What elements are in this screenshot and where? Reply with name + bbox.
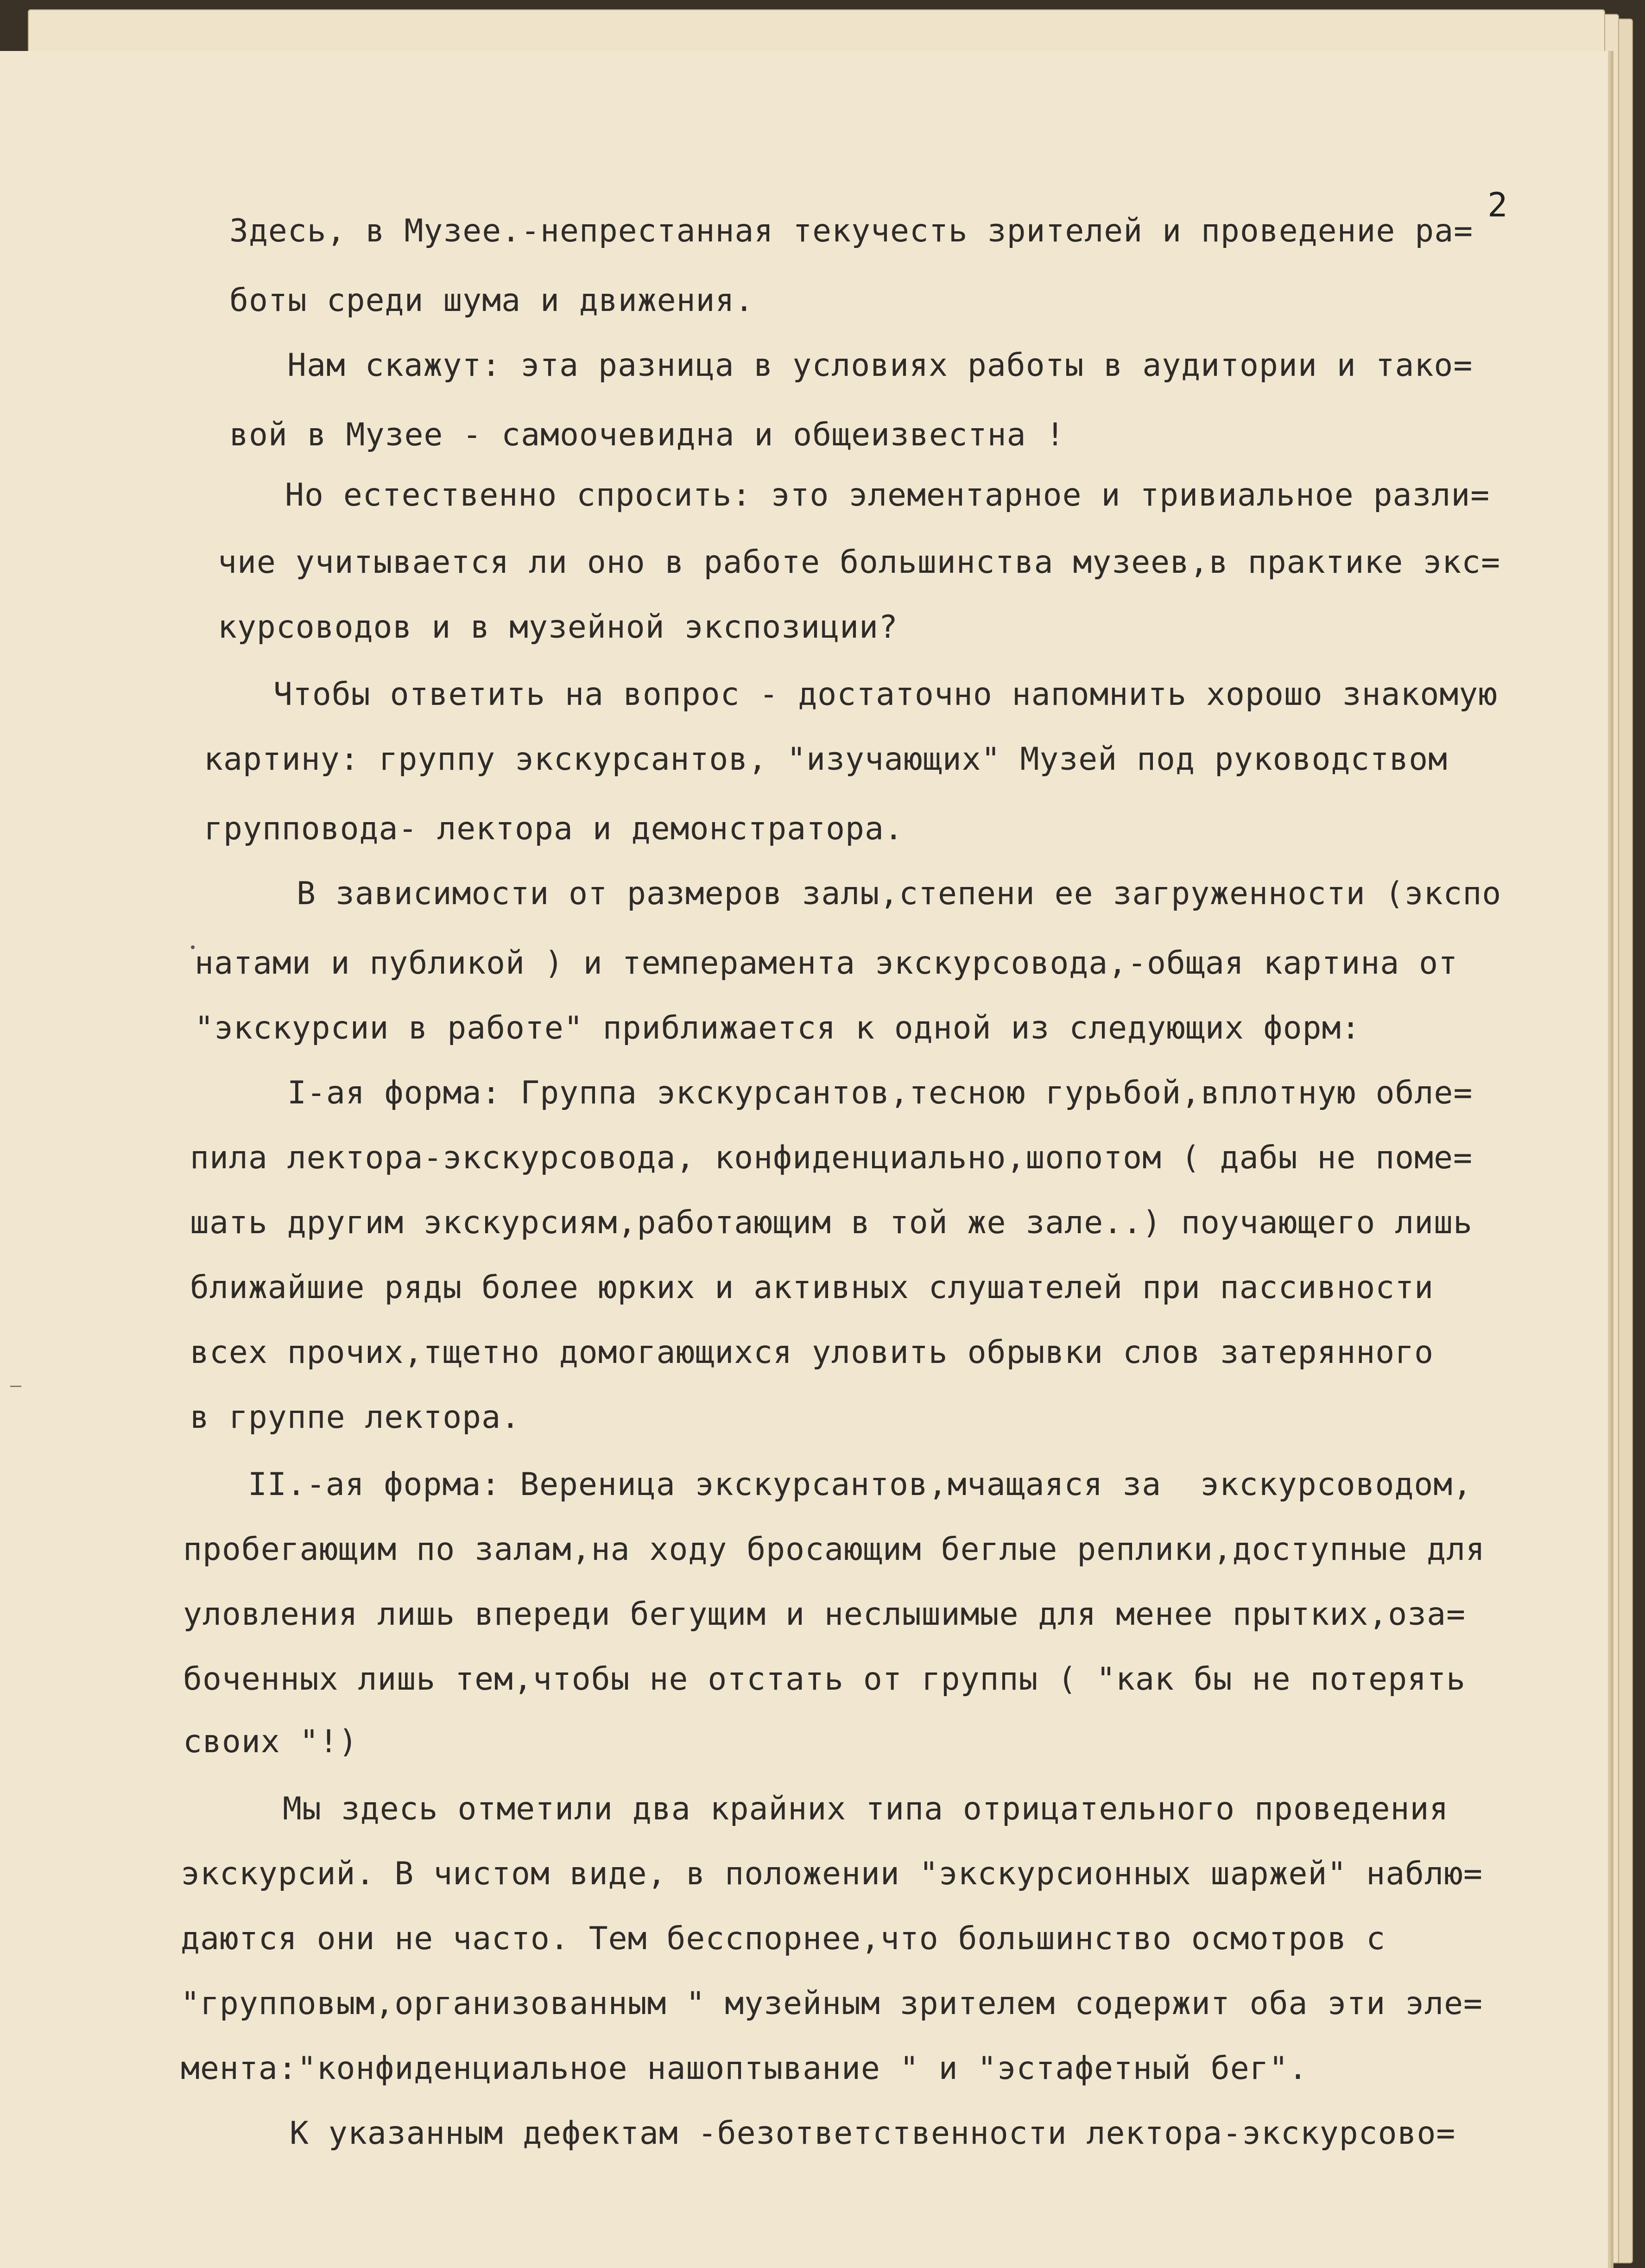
text-line: Мы здесь отметили два крайних типа отрицательного проведения — [283, 1791, 1449, 1827]
text-line: картину: группу экскурсантов, "изучающих" Музей под руководством — [204, 741, 1448, 778]
text-line: I-ая форма: Группа экскурсантов,тесною гурьбой,вплотную обле= — [287, 1075, 1473, 1111]
text-line: чие учитывается ли оно в работе большинства музеев,в практике экс= — [218, 544, 1501, 581]
text-line: вой в Музее - самоочевидна и общеизвестна ! — [229, 417, 1065, 453]
text-line: уловления лишь впереди бегущим и неслышимые для менее прытких,оза= — [183, 1596, 1466, 1633]
text-line: Здесь, в Музее.-непрестанная текучесть зрителей и проведение ра= — [229, 213, 1474, 249]
text-line: Нам скажут: эта разница в условиях работы в аудитории и тако= — [287, 347, 1473, 384]
text-line: всех прочих,тщетно домогающихся уловить обрывки слов затерянного — [190, 1334, 1434, 1371]
text-line: "экскурсии в работе" приближается к одной из следующих форм: — [195, 1010, 1361, 1046]
text-line: шать другим экскурсиям,работающим в той же зале..) поучающего лишь — [190, 1204, 1473, 1241]
text-line: своих "!) — [183, 1723, 358, 1760]
text-line: курсоводов и в музейной экспозиции? — [218, 609, 898, 646]
text-line: боты среди шума и движения. — [229, 282, 754, 319]
text-line: натами и публикой ) и темперамента экскурсовода,-общая картина от — [195, 945, 1458, 982]
text-line: боченных лишь тем,чтобы не отстать от группы ( "как бы не потерять — [183, 1661, 1466, 1698]
text-line: пила лектора-экскурсовода, конфиденциально,шопотом ( дабы не поме= — [190, 1140, 1473, 1176]
text-line: ближайшие ряды более юрких и активных слушателей при пассивности — [190, 1269, 1434, 1306]
text-line: даются они не часто. Тем бесспорнее,что большинство осмотров с — [181, 1920, 1386, 1957]
ink-dot — [191, 945, 195, 949]
page-number: 2 — [1487, 185, 1508, 224]
margin-mark — [10, 1386, 21, 1387]
text-line: К указанным дефектам -безответственности лектора-экскурсово= — [290, 2115, 1456, 2152]
text-line: пробегающим по залам,на ходу бросающим беглые реплики,доступные для — [183, 1531, 1485, 1568]
text-line: в группе лектора. — [190, 1399, 520, 1436]
typewritten-page — [0, 51, 1608, 2268]
page-body — [0, 51, 1608, 2268]
text-line: экскурсий. В чистом виде, в положении "экскурсионных шаржей" наблю= — [181, 1856, 1483, 1892]
text-line: "групповым,организованным " музейным зрителем содержит оба эти эле= — [181, 1985, 1483, 2022]
text-line: II.-ая форма: Вереница экскурсантов,мчащаяся за экскурсоводом, — [248, 1466, 1473, 1503]
text-line: Чтобы ответить на вопрос - достаточно напомнить хорошо знакомую — [273, 676, 1498, 713]
text-line: групповода- лектора и демонстратора. — [204, 811, 904, 847]
text-line: мента:"конфиденциальное нашоптывание " и "эстафетный бег". — [181, 2050, 1308, 2087]
text-line: В зависимости от размеров залы,степени ее загруженности (экспо — [297, 875, 1502, 912]
text-line: Но естественно спросить: это элементарное и тривиальное разли= — [285, 477, 1490, 513]
